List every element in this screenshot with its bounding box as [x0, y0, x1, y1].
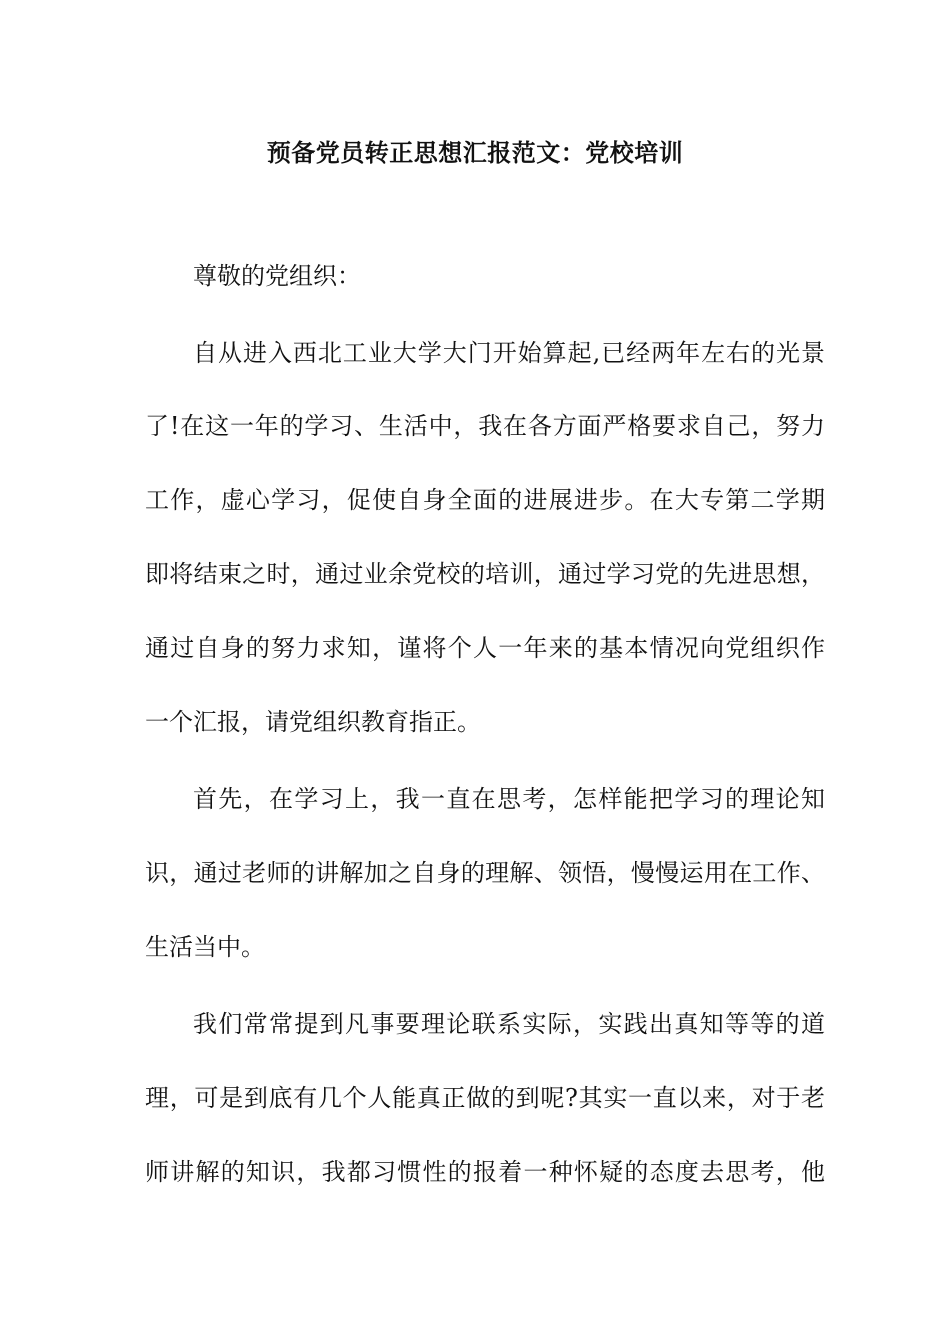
- paragraph-1-line-4: 即将结束之时，通过业余党校的培训，通过学习党的先进思想，: [145, 560, 825, 588]
- paragraph-2-line-1: 首先，在学习上，我一直在思考，怎样能把学习的理论知: [193, 785, 825, 813]
- document-title: 预备党员转正思想汇报范文：党校培训: [266, 138, 684, 167]
- paragraph-1-line-3: 工作，虚心学习，促使自身全面的进展进步。在大专第二学期: [145, 486, 825, 514]
- salutation: 尊敬的党组织：: [193, 262, 361, 290]
- paragraph-3-line-1: 我们常常提到凡事要理论联系实际，实践出真知等等的道: [193, 1010, 825, 1038]
- paragraph-2-line-3: 生活当中。: [145, 933, 265, 961]
- paragraph-1-line-6: 一个汇报，请党组织教育指正。: [145, 708, 481, 736]
- paragraph-2-line-2: 识，通过老师的讲解加之自身的理解、领悟，慢慢运用在工作、: [145, 859, 825, 887]
- paragraph-1-line-1: 自从进入西北工业大学大门开始算起,已经两年左右的光景: [193, 339, 825, 367]
- paragraph-1-line-5: 通过自身的努力求知，谨将个人一年来的基本情况向党组织作: [145, 634, 825, 662]
- paragraph-3-line-2: 理，可是到底有几个人能真正做的到呢?其实一直以来，对于老: [145, 1084, 825, 1112]
- paragraph-3-line-3: 师讲解的知识，我都习惯性的报着一种怀疑的态度去思考，他: [145, 1158, 825, 1186]
- paragraph-1-line-2: 了!在这一年的学习、生活中，我在各方面严格要求自己，努力: [145, 412, 825, 440]
